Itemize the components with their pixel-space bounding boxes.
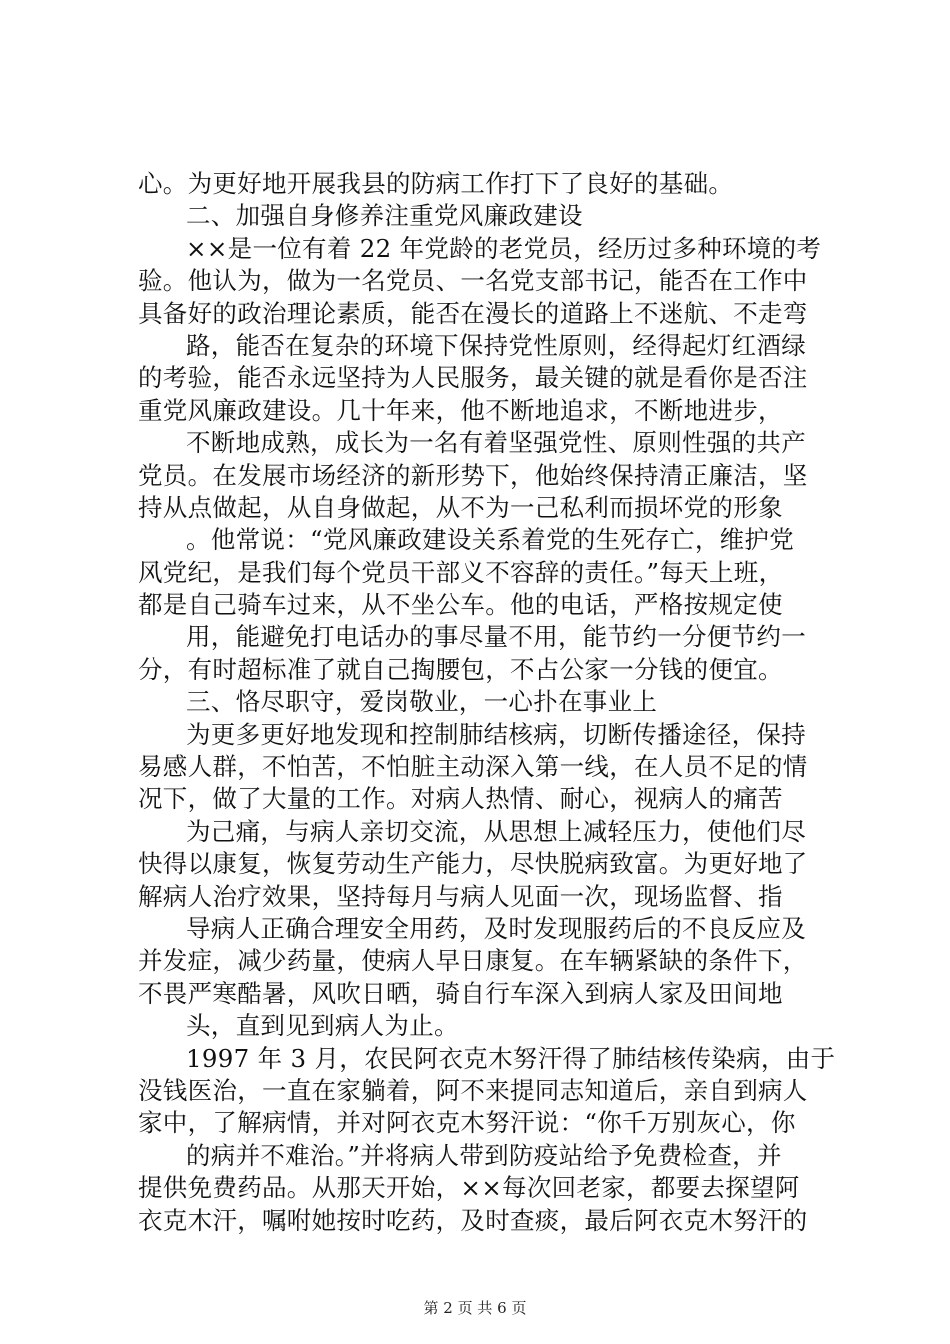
text-line: 分，有时超标准了就自己掏腰包，不占公家一分钱的便宜。 (138, 654, 783, 684)
text-line: 并发症，减少药量，使病人早日康复。在车辆紧缺的条件下， (138, 946, 808, 976)
text-line: 验。他认为，做为一名党员、一名党支部书记，能否在工作中 (138, 266, 808, 296)
text-line: 快得以康复，恢复劳动生产能力，尽快脱病致富。为更好地了 (138, 849, 808, 879)
text-line: 持从点做起，从自身做起，从不为一己私利而损坏党的形象 (138, 492, 783, 522)
text-line: ××是一位有着 22 年党龄的老党员，经历过多种环境的考 (186, 233, 822, 263)
text-line: 头，直到见到病人为止。 (186, 1011, 459, 1041)
text-line: 1997 年 3 月，农民阿衣克木努汗得了肺结核传染病，由于 (186, 1043, 836, 1073)
text-line: 易感人群，不怕苦，不怕脏主动深入第一线，在人员不足的情 (138, 752, 808, 782)
text-line: 。他常说：“党风廉政建设关系着党的生死存亡，维护党 (186, 525, 795, 555)
text-line: 衣克木汗，嘱咐她按时吃药，及时查痰，最后阿衣克木努汗的 (138, 1205, 808, 1235)
text-line: 都是自己骑车过来，从不坐公车。他的电话，严格按规定使 (138, 590, 783, 620)
document-body (138, 168, 838, 1237)
text-line: 为己痛，与病人亲切交流，从思想上减轻压力，使他们尽 (186, 816, 806, 846)
text-line: 况下，做了大量的工作。对病人热情、耐心，视病人的痛苦 (138, 784, 783, 814)
text-line: 重党风廉政建设。几十年来，他不断地追求，不断地进步， (138, 395, 783, 425)
text-line: 提供免费药品。从那天开始，××每次回老家，都要去探望阿 (138, 1173, 800, 1203)
text-line: 心。为更好地开展我县的防病工作打下了良好的基础。 (138, 169, 734, 198)
text-line: 的病并不难治。”并将病人带到防疫站给予免费检查，并 (186, 1140, 782, 1170)
text-line: 的考验，能否永远坚持为人民服务，最关键的就是看你是否注 (138, 363, 808, 393)
text-line: 家中，了解病情，并对阿衣克木努汗说：“你千万别灰心，你 (138, 1108, 796, 1138)
text-line: 具备好的政治理论素质，能否在漫长的道路上不迷航、不走弯 (138, 298, 808, 328)
text-line: 路，能否在复杂的环境下保持党性原则，经得起灯红酒绿 (186, 330, 806, 360)
text-line: 三、恪尽职守，爱岗敬业，一心扑在事业上 (186, 687, 658, 717)
text-line: 解病人治疗效果，坚持每月与病人见面一次，现场监督、指 (138, 881, 783, 911)
text-line: 风党纪，是我们每个党员干部义不容辞的责任。”每天上班， (138, 557, 784, 587)
text-line: 用，能避免打电话办的事尽量不用，能节约一分便节约一 (186, 622, 806, 652)
text-line: 党员。在发展市场经济的新形势下，他始终保持清正廉洁，坚 (138, 460, 808, 490)
text-line: 为更多更好地发现和控制肺结核病，切断传播途径，保持 (186, 719, 806, 749)
text-line: 不畏严寒酷暑，风吹日晒，骑自行车深入到病人家及田间地 (138, 978, 783, 1008)
page-footer: 第 2 页 共 6 页 (423, 1299, 527, 1317)
text-line: 不断地成熟，成长为一名有着坚强党性、原则性强的共产 (186, 428, 806, 458)
text-line: 导病人正确合理安全用药，及时发现服药后的不良反应及 (186, 913, 806, 943)
text-line: 没钱医治，一直在家躺着，阿不来提同志知道后，亲自到病人 (138, 1075, 808, 1105)
text-line: 二、加强自身修养注重党风廉政建设 (186, 201, 583, 231)
